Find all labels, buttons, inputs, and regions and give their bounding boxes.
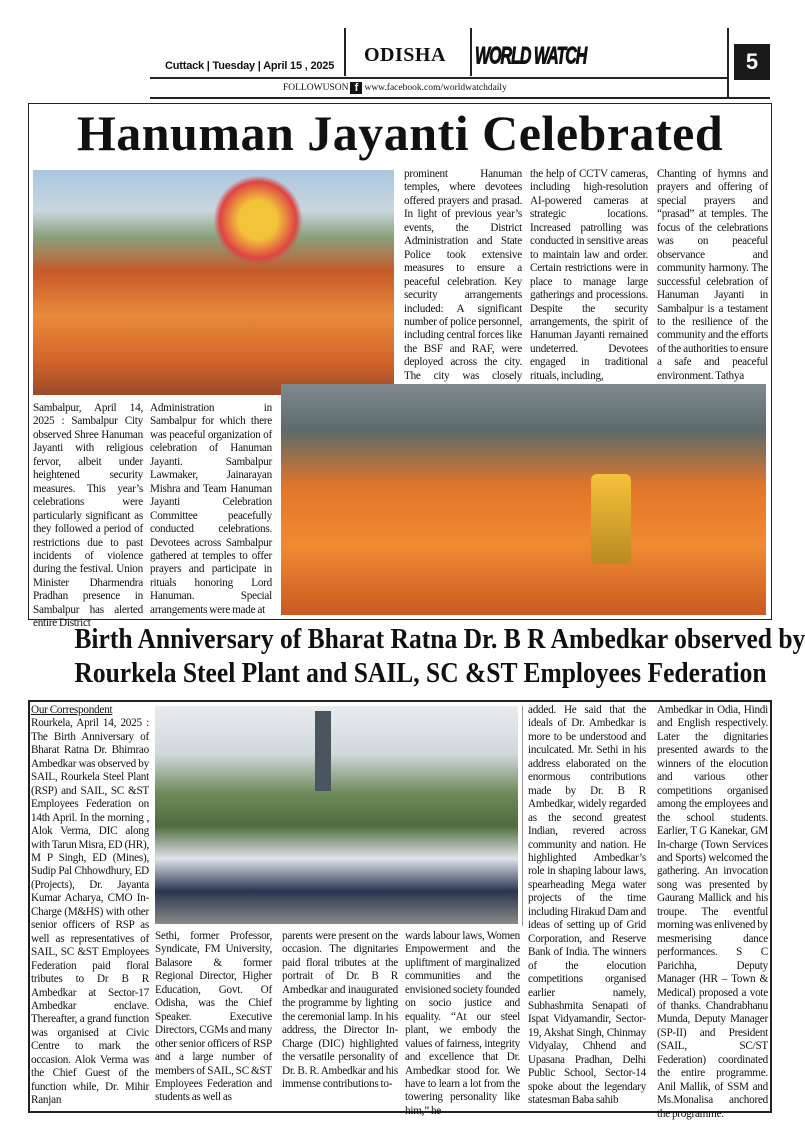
decorated-chariot (213, 175, 303, 265)
article-column: prominent Hanuman temples, where devotees offered prayers and prasad. In light of previous year’s events, the District Administration and State Police took extensive measures to ensure a peaceful celebration. Key security arrangements included: A significant number of police personnel, including central forces like the BSF and RAF, were deployed across the city. The city was closely (404, 168, 522, 382)
headline-2 (74, 622, 805, 690)
headline-line: Rourkela Steel Plant and SAIL, SC &ST Employees Federation (74, 657, 767, 689)
article-column: added. He said that the ideals of Dr. Ambedkar is more to be understood and inculcated. Mr. Sethi in his address elaborated on the enormous contributions made by Dr. B R Ambedkar, widely regarded as the second greatest Indian, revered across community and nation. He highlighted Ambedkar’s role in shaping labour laws, spearheading Mega water projects of the time including Hirakud Dam and ideas of setting up of Grid Corporation, and Reserve Bank of India. The winners of the elocution competitions organised earlier namely, Subhashmita Senapati of Ispat Vidyamandir, Sector-19, Akshat Singh, Chinmay Vidyalay, Chhend and Upasana Pradhan, Delhi Public School, Sector-14 spoke about the legendary statesman Baba sahib (528, 704, 646, 1107)
article-column (31, 704, 149, 1106)
byline: Our Correspondent (31, 704, 113, 716)
article-column: Ambedkar in Odia, Hindi and English respectively. Later the dignitaries presented awards to the winners of the elocution and various other competitions organised among the employees and the school students. Earlier, T G Kanekar, GM In-charge (Town Services and Sports) welcomed the gathering. An invocation song was presented by Gaurang Mallick and his troupe. The eventful morning was enlivened by mesmerising dance performances. S C Parichha, Deputy Manager (HR – Town & Medical) proposed a vote of thanks. Chandrabhanu Munda, Deputy Manager (SP-II) and President (SAIL, SC/ST Federation) coordinated the entire programme. Anil Mallik, of SSM and Ms.Monalisa anchored the programme. (657, 704, 768, 1120)
article-column: the help of CCTV cameras, including high-resolution AI-powered cameras at strategic locations. Increased patrolling was conducted in sensitive areas to maintain law and order. Certain restrictions were in place to manage large gatherings and processions. Despite the security arrangements, the spirit of Hanuman Jayanti remained undeterred. Devotees engaged in traditional rituals, including, (530, 168, 648, 382)
page-number: 5 (734, 44, 770, 80)
statue (315, 711, 331, 791)
article-column: Administration in Sambalpur for which there was peaceful organization of celebration of Hanuman Jayanti. Sambalpur Lawmaker, Jainarayan Mishra and Team Hanuman Jayanti Celebration Committee peacefully conducted celebrations. Devotees across Sambalpur gathered at temples to offer prayers and participate in rituals honoring Lord Hanuman. Special arrangements were made at (150, 402, 272, 616)
hanuman-procession-photo (33, 170, 394, 395)
ceremonial-lamp (591, 474, 631, 564)
divider (727, 28, 729, 98)
divider (28, 700, 30, 1112)
follow-label: FOLLOWUSON (283, 83, 349, 93)
lamp-ceremony-photo (281, 384, 766, 615)
dateline: Cuttack | Tuesday | April 15 , 2025 (165, 60, 335, 72)
divider (150, 97, 770, 99)
divider (470, 28, 472, 76)
article-column: Chanting of hymns and prayers and offering of special prayers and “prasad” at temples. The focus of the celebrations was on peaceful observance and community harmony. The successful celebration of Hanuman Jayanti in Sambalpur is a testament to the resilience of the community and the efforts of the authorities to ensure a safe and peaceful environment. Tathya (657, 168, 768, 382)
column-text: Rourkela, April 14, 2025 : The Birth Anniversary of Bharat Ratna Dr. Bhimrao Ambedkar was observed by SAIL, Rourkela Steel Plant (RSP) and SAIL, SC &ST Employees Federation on 14th April. In the morning , Alok Verma, DIC along with Tarun Misra, ED (HR), M P Singh, ED (Mines), Sudip Pal Chhowdhury, ED (Projects), Dr. Jayanta Kumar Acharya, CMO In-Charge (M&HS) with other senior officers of RSP as well as representatives of SAIL, SC &ST Employees Federation paid floral tributes to Dr B R Ambedkar at Sector-17 Ambedkar enclave. Thereafter, a grand function was organised at Civic Centre to mark the occasion. Alok Verma was the Chief Guest of the function while, Dr. Mihir Ranjan (31, 717, 149, 1107)
follow-us-line (283, 82, 507, 94)
divider (344, 28, 346, 76)
article-column: parents were present on the occasion. The dignitaries paid floral tributes at the portrait of Dr. B R Ambedkar and inaugurated the programme by lighting the ceremonial lamp. In his address, the Director In-Charge (DIC) highlighted the versatile personality of Dr. B. R. Ambedkar and his immense contributions to- (282, 930, 398, 1090)
world-watch-logo: WORLD WATCH (475, 44, 587, 70)
headline-line: Birth Anniversary of Bharat Ratna Dr. B R Ambedkar observed by (74, 623, 805, 655)
article-column: wards labour laws, Women Empowerment and the upliftment of marginalized communities and the envisioned society founded on socio justice and equality. “At our steel plant, we embody the values of fairness, integrity and excellence that Dr. Ambedkar stood for. We have to learn a lot from the towering personality like him,” he (405, 930, 520, 1117)
divider (28, 700, 770, 702)
section-name: ODISHA (364, 44, 446, 66)
facebook-icon: f (350, 82, 362, 94)
divider (150, 77, 728, 79)
divider (522, 706, 523, 926)
facebook-link[interactable]: www.facebook.com/worldwatchdaily (364, 83, 507, 93)
article-column: Sethi, former Professor, Syndicate, FM University, Balasore & former Regional Director, Higher Education, Govt. Of Odisha, was the Chief Speaker. Executive Directors, CGMs and many other senior officers of RSP and a large number of members of SAIL, SC &ST Employees Federation and students as well as (155, 930, 272, 1104)
article-column: Sambalpur, April 14, 2025 : Sambalpur City observed Shree Hanuman Jayanti with religious fervor, albeit under heightened security measures. This year’s celebrations were particularly significant as they followed a period of restrictions due to past incidents of violence during the festival. Union Minister Dharmendra Pradhan presence in Sambalpur has alerted entire District (33, 402, 143, 630)
ambedkar-statue-group-photo (155, 706, 518, 924)
headline: Hanuman Jayanti Celebrated (76, 105, 724, 161)
divider (770, 700, 772, 1112)
